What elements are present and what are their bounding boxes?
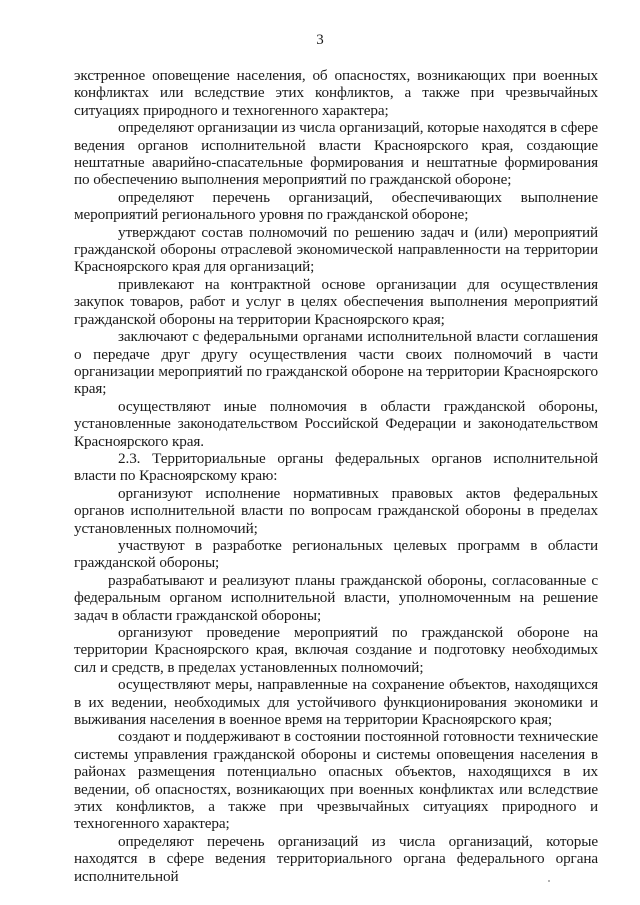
paragraph-organize-measures: организуют проведение мероприятий по гражданской обороне на территории Красноярского края, включая создание и подготовку необходимых сил и средств, в пределах установленных полномочий; — [74, 624, 598, 676]
paragraph-contract-procurement: привлекают на контрактной основе организации для осуществления закупок товаров, работ и услуг в целях обеспечения выполнения мероприятий гражданской обороны на территории Красноярского края; — [74, 275, 598, 328]
paragraph-participate-programs: участвуют в разработке региональных целевых программ в области гражданской обороны; — [74, 536, 598, 572]
paragraph-define-list-territorial: определяют перечень организаций из числа организаций, которые находятся в сфере ведения территориального органа федерального органа исполнительной — [74, 832, 598, 885]
paragraph-organize-execution: организуют исполнение нормативных правовых актов федеральных органов исполнительной власти по вопросам гражданской обороны в пределах установленных полномочий; — [74, 484, 598, 537]
paragraph-preserve-objects: осуществляют меры, направленные на сохранение объектов, находящихся в их ведении, необходимых для устойчивого функционирования экономики и выживания населения в военное время на территории Красноярского края; — [74, 676, 598, 729]
paragraph-define-list: определяют перечень организаций, обеспечивающих выполнение мероприятий регионального уровня по гражданской обороне; — [74, 188, 598, 224]
scan-speck — [548, 880, 550, 882]
paragraph-other-powers: осуществляют иные полномочия в области гражданской обороны, установленные законодательством Российской Федерации и законодательством Красноярского края. — [74, 397, 598, 450]
paragraph-develop-plans: разрабатывают и реализуют планы гражданской обороны, согласованные с федеральным органом исполнительной власти, уполномоченным на решение задач в области гражданской обороны; — [74, 571, 598, 624]
paragraph-approve-powers: утверждают состав полномочий по решению задач и (или) мероприятий гражданской обороны отраслевой экономической направленности на территории Красноярского края для организаций; — [74, 223, 598, 276]
paragraph-agreements: заключают с федеральными органами исполнительной власти соглашения о передаче друг другу осуществления части своих полномочий в части организации мероприятий по гражданской обороне на территории Красноярского края; — [74, 328, 598, 398]
paragraph-continuation: экстренное оповещение населения, об опасностях, возникающих при военных конфликтах или вследствие этих конфликтов, а также при чрезвычайных ситуациях природного и техногенного характера; — [74, 67, 598, 119]
page-number: 3 — [316, 32, 324, 48]
paragraph-define-organizations: определяют организации из числа организаций, которые находятся в сфере ведения органов исполнительной власти Красноярского края, создающие нештатные аварийно-спасательные формирования и нештатные формирования по обеспечению выполнения мероприятий по гражданской обороне; — [74, 119, 598, 189]
paragraph-warning-systems: создают и поддерживают в состоянии постоянной готовности технические системы управления гражданской обороны и системы оповещения населения в районах размещения потенциально опасных объектов, находящихся в их ведении, об опасностях, возникающих при военных конфликтах или вследствие этих конфликтов, а также при чрезвычайных ситуациях природного и техногенного характера; — [74, 728, 598, 833]
document-body — [74, 67, 598, 885]
section-heading-2-3: 2.3. Территориальные органы федеральных органов исполнительной власти по Красноярскому краю: — [74, 449, 598, 485]
